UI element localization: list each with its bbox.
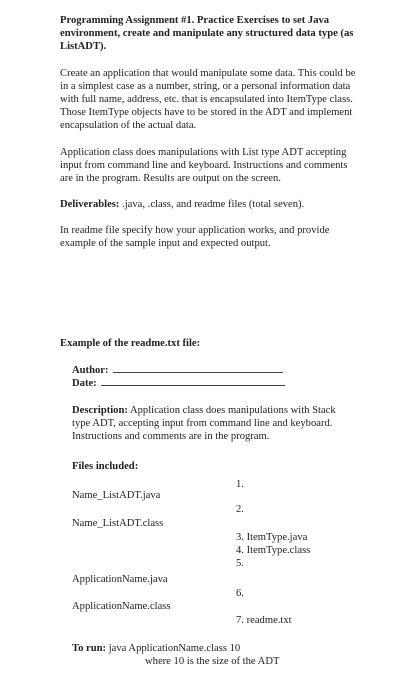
assignment-text — [60, 14, 356, 250]
paragraph-readme: In readme file specify how your application works, and provide example of the sample input and expected output. — [60, 225, 330, 249]
file-name-app-class: ApplicationName.class — [72, 601, 171, 612]
to-run-line — [72, 642, 240, 655]
description-text: Application class does manipulations with Stack type ADT, accepting input from command line and keyboard. Instructions and comments are in the program. — [72, 405, 336, 442]
assignment-title: Programming Assignment #1. Practice Exercises to set Java environment, create and manipulate any structured data type (as ListADT). — [60, 15, 354, 52]
author-blank — [113, 363, 283, 373]
file-number-5: 5. — [236, 558, 244, 569]
example-heading: Example of the readme.txt file: — [60, 338, 201, 349]
deliverables-label: Deliverables: — [60, 199, 120, 210]
paragraph-application: Application class does manipulations with List type ADT accepting input from command line and keyboard. Instructions and comments are in the program. Results are output on the screen. — [60, 147, 348, 184]
file-number-2: 2. — [236, 504, 244, 515]
date-label: Date: — [72, 378, 97, 389]
description-label: Description: — [72, 405, 128, 416]
paragraph-deliverables — [60, 198, 356, 211]
description-paragraph — [72, 404, 356, 443]
date-line — [72, 376, 285, 390]
files-heading: Files included: — [72, 461, 139, 472]
deliverables-text: .java, .class, and readme files (total seven). — [119, 199, 305, 210]
file-number-4: 4. ItemType.class — [236, 545, 311, 556]
to-run-command: java ApplicationName.class 10 — [106, 643, 241, 654]
file-number-1: 1. — [236, 479, 244, 490]
file-name-app-java: ApplicationName.java — [72, 574, 168, 585]
date-blank — [101, 376, 285, 386]
file-name-list-java: Name_ListADT.java — [72, 490, 161, 501]
file-name-list-class: Name_ListADT.class — [72, 518, 164, 529]
author-line — [72, 363, 283, 377]
file-number-7: 7. readme.txt — [236, 615, 292, 626]
file-number-6: 6. — [236, 588, 244, 599]
to-run-label: To run: — [72, 643, 107, 654]
file-number-3: 3. ItemType.java — [236, 532, 308, 543]
author-label: Author: — [72, 365, 109, 376]
to-run-note: where 10 is the size of the ADT — [145, 656, 280, 667]
paragraph-overview: Create an application that would manipulate some data. This could be in a simplest case as a number, string, or a personal information data with full name, address, etc. that is encapsulated into ItemType class. Those ItemType objects have to be stored in the ADT and implement encapsulation of the actual data. — [60, 68, 356, 131]
